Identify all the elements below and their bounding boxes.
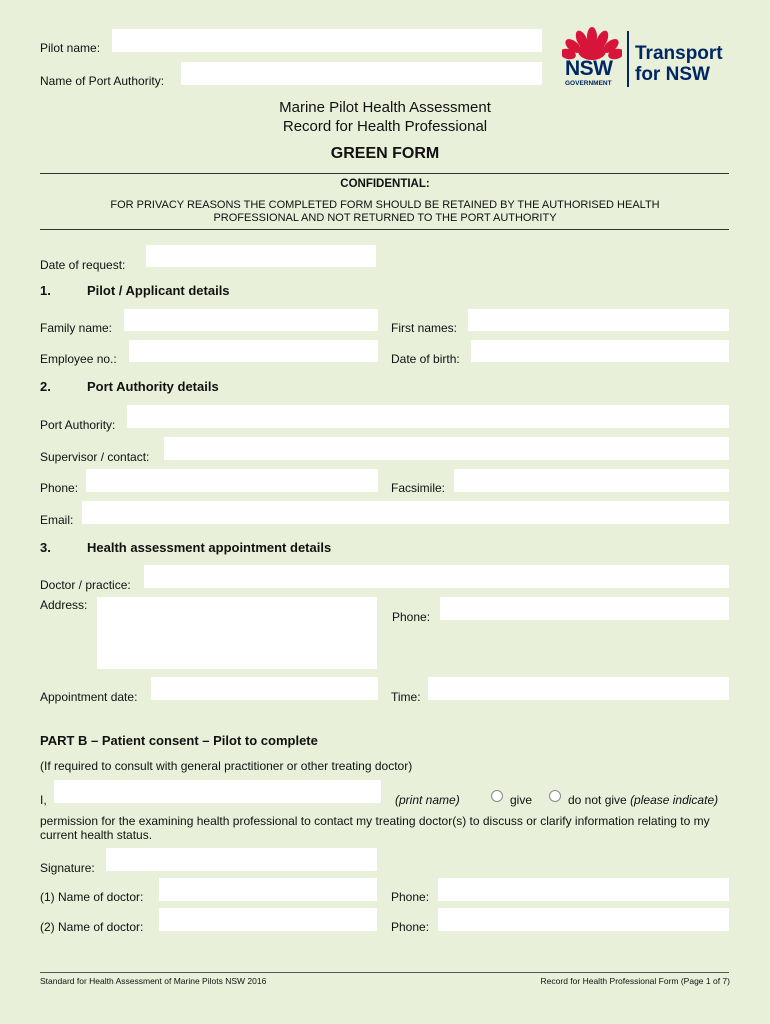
supervisor-contact-input[interactable] [164, 437, 729, 460]
facsimile-input[interactable] [454, 469, 729, 492]
date-of-birth-input[interactable] [471, 340, 729, 362]
port-authority-name-input[interactable] [181, 62, 542, 85]
form-name-heading: GREEN FORM [330, 145, 440, 162]
signature-input[interactable] [106, 848, 377, 871]
section2-number: 2. [40, 379, 51, 394]
privacy-notice-line1: FOR PRIVACY REASONS THE COMPLETED FORM SHOULD BE RETAINED BY THE AUTHORISED HEALTH [110, 199, 660, 211]
doctor1-phone-label: Phone: [391, 890, 430, 904]
doctor1-name-label: (1) Name of doctor: [40, 890, 144, 904]
section3-heading [40, 540, 331, 555]
doctor2-phone-label: Phone: [391, 920, 430, 934]
permission-line1: permission for the examining health professional to contact my treating doctor(s) to discuss or clarify information relating to my [40, 814, 710, 828]
first-names-input[interactable] [468, 309, 729, 331]
do-not-give-radio[interactable] [549, 790, 561, 802]
doctor2-name-input[interactable] [159, 908, 377, 931]
address-input[interactable] [97, 597, 377, 669]
do-not-give-text: do not give [568, 793, 627, 807]
port-authority-input[interactable] [127, 405, 729, 428]
nsw-logo-text: NSW [565, 57, 613, 80]
appointment-date-input[interactable] [151, 677, 378, 700]
do-not-give-label [568, 793, 718, 807]
section1-heading [40, 283, 230, 298]
family-name-input[interactable] [124, 309, 378, 331]
email-input[interactable] [82, 501, 729, 524]
header-rule-bottom [40, 229, 729, 230]
pilot-name-label: Pilot name: [40, 41, 101, 55]
header-rule-top [40, 173, 729, 174]
please-indicate-text: (please indicate) [630, 793, 719, 807]
facsimile-label: Facsimile: [391, 481, 446, 495]
government-logo-text: GOVERNMENT [565, 80, 612, 87]
time-label: Time: [391, 690, 421, 704]
doctor1-name-input[interactable] [159, 878, 377, 901]
port-authority-name-label: Name of Port Authority: [40, 74, 165, 88]
transport-logo-line1: Transport [635, 43, 723, 64]
supervisor-contact-label: Supervisor / contact: [40, 450, 150, 464]
confidential-heading: CONFIDENTIAL: [340, 178, 430, 190]
i-label: I, [40, 793, 47, 807]
partB-subtitle: (If required to consult with general practitioner or other treating doctor) [40, 759, 413, 773]
signature-label: Signature: [40, 861, 95, 875]
doctor2-phone-input[interactable] [438, 908, 729, 931]
waratah-icon [562, 27, 622, 61]
transport-nsw-logo [562, 27, 734, 91]
privacy-notice-line2: PROFESSIONAL AND NOT RETURNED TO THE PORT AUTHORITY [213, 212, 557, 224]
doctor1-phone-input[interactable] [438, 878, 729, 901]
practice-phone-label: Phone: [392, 610, 431, 624]
date-of-birth-label: Date of birth: [391, 352, 460, 366]
practice-phone-input[interactable] [440, 597, 729, 620]
section2-heading [40, 379, 219, 394]
time-input[interactable] [428, 677, 729, 700]
port-phone-label: Phone: [40, 481, 79, 495]
appointment-date-label: Appointment date: [40, 690, 138, 704]
doctor2-name-label: (2) Name of doctor: [40, 920, 144, 934]
doctor-practice-label: Doctor / practice: [40, 578, 131, 592]
pilot-name-input[interactable] [112, 29, 542, 52]
transport-logo-line2: for NSW [635, 64, 710, 85]
footer-rule [40, 972, 729, 973]
first-names-label: First names: [391, 321, 458, 335]
section2-title: Port Authority details [87, 379, 219, 394]
section3-title: Health assessment appointment details [87, 540, 332, 555]
address-label: Address: [40, 598, 88, 612]
section3-number: 3. [40, 540, 51, 555]
footer-right-text: Record for Health Professional Form (Page 1 of 7) [540, 976, 730, 986]
title-line2: Record for Health Professional [282, 118, 488, 135]
section1-number: 1. [40, 283, 51, 298]
section1-title: Pilot / Applicant details [87, 283, 230, 298]
print-name-input[interactable] [54, 780, 381, 803]
print-name-label: (print name) [395, 793, 460, 807]
logo-divider [627, 31, 629, 87]
give-radio[interactable] [491, 790, 503, 802]
footer-left-text: Standard for Health Assessment of Marine Pilots NSW 2016 [40, 976, 267, 986]
port-phone-input[interactable] [86, 469, 378, 492]
employee-no-label: Employee no.: [40, 352, 117, 366]
family-name-label: Family name: [40, 321, 113, 335]
port-authority-label: Port Authority: [40, 418, 116, 432]
doctor-practice-input[interactable] [144, 565, 729, 588]
permission-line2: current health status. [40, 828, 153, 842]
email-label: Email: [40, 513, 74, 527]
partB-heading: PART B – Patient consent – Pilot to complete [40, 733, 318, 748]
employee-no-input[interactable] [129, 340, 378, 362]
date-of-request-input[interactable] [146, 245, 376, 267]
date-of-request-label: Date of request: [40, 258, 126, 272]
title-line1: Marine Pilot Health Assessment [279, 99, 491, 116]
give-label: give [510, 793, 533, 807]
